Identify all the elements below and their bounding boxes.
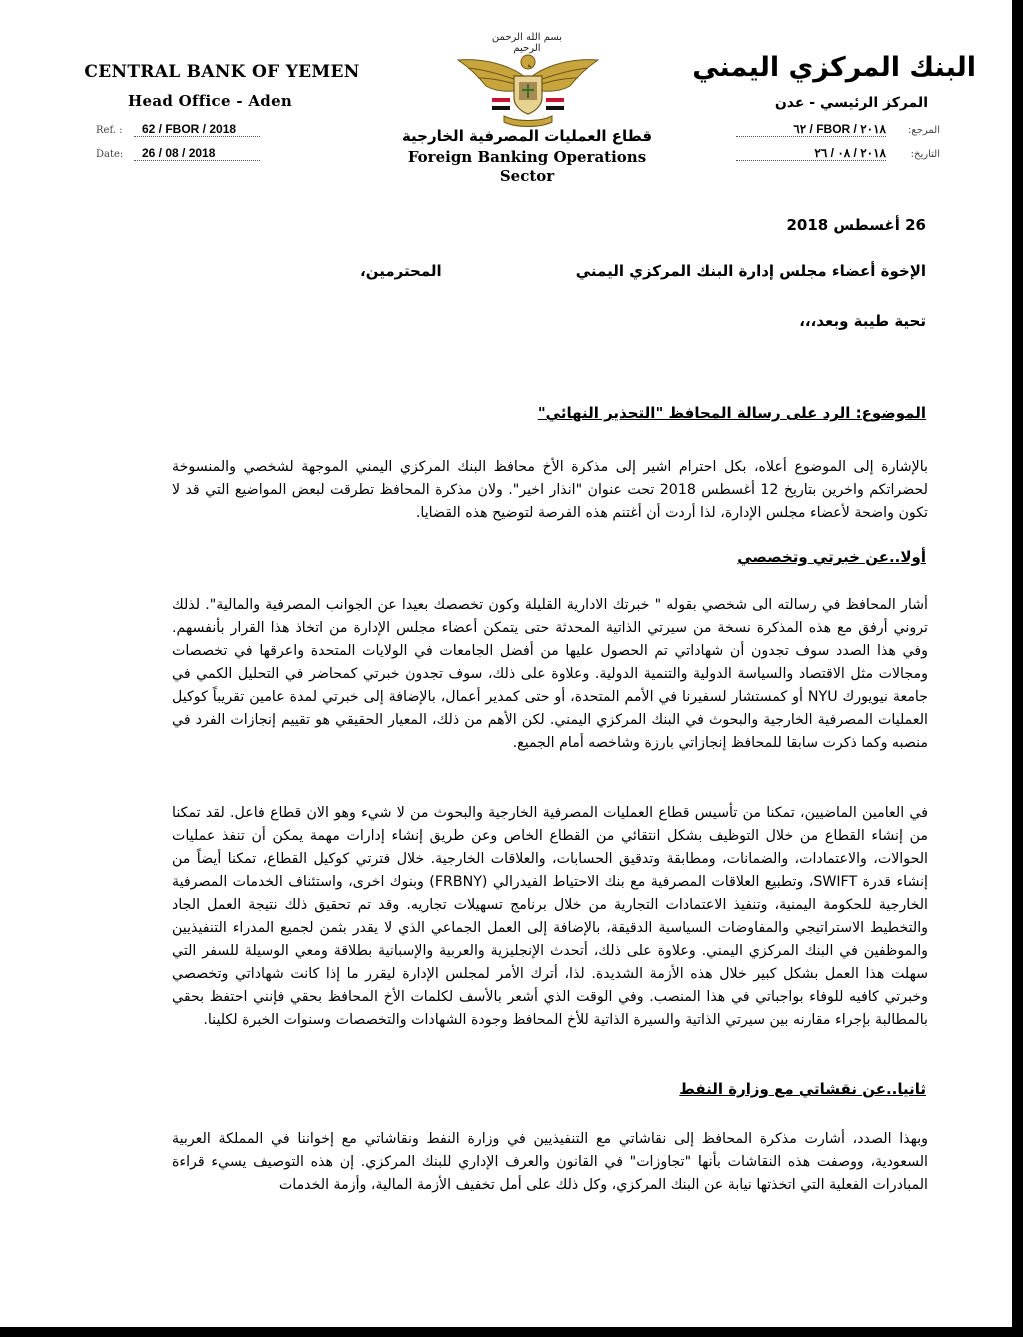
intro-paragraph: بالإشارة إلى الموضوع أعلاه، بكل احترام اشير إلى مذكرة الأخ محافظ البنك المركزي اليمني الموجهة لشخصي والمنسوخة لحضراتكم واخرين بتاريخ 12 أغسطس 2018 تحت عنوان "انذار اخير". ولان مذكرة المحافظ تطرقت لبعض المواضيع التي قد لا تكون واضحة لأعضاء مجلس الإدارة، لذا أردت أن أغتنم هذه الفرصة لتوضيح هذه القضايا. [172,459,928,521]
sector-name-ar: قطاع العمليات المصرفية الخارجية [401,127,653,145]
ref-value-en: 62 / FBOR / 2018 [134,122,260,137]
bank-name-ar: البنك المركزي اليمني [692,52,976,83]
ref-label-ar: المرجع: [908,125,940,136]
section-heading-2: ثانيا..عن نقشاتي مع وزارة النفط [679,1080,926,1098]
greeting: تحية طيبة وبعد،،، [799,312,926,330]
letter-date: 26 أغسطس 2018 [786,216,926,234]
bank-name-en: CENTRAL BANK OF YEMEN [84,62,360,82]
section-heading-1: أولا..عن خبرتي وتخصصي [737,548,926,566]
sector-name-en: Foreign Banking Operations Sector [407,148,647,185]
ref-value-ar: ٢٠١٨ / FBOR / ٦٢ [736,122,886,137]
office-name-en: Head Office - Aden [128,92,293,110]
basmala: بسم الله الرحمن الرحيم [491,32,563,54]
date-row-en [96,146,260,161]
date-value-en: 26 / 08 / 2018 [134,146,260,161]
oil-ministry-paragraph: وبهذا الصدد، أشارت مذكرة المحافظ إلى نقاشاتي مع التنفيذيين في وزارة النفط ونقاشاتي مع إخواننا في المملكة العربية السعودية، ووصفت هذه النقاشات بأنها "تجاوزات" في القانون والعرف الإداري للبنك المركزي. إن هذه التوصيف يسيء قراءة المبادرات الفعلية التي اتخذتها نيابة عن البنك المركزي، وكل ذلك على أمل تخفيف الأزمة المالية، وأزمة الخدمات [172,1131,928,1193]
addressee: الإخوة أعضاء مجلس إدارة البنك المركزي اليمني [575,262,926,280]
honorific: المحترمين، [360,262,442,280]
experience-paragraph: أشار المحافظ في رسالته الى شخصي بقوله " خبرتك الادارية القليلة وكون تخصصك بعيدا عن الجوانب المصرفية والمالية". لذلك تروني أرفق مع هذه المذكرة نسخة من سيرتي الذاتية المحدثة حتى يتمكن أعضاء مجلس الإدارة من اتخاذ هذا القرار بأنفسهم. وفي هذا الصدد سوف تجدون أن شهاداتي تم الحصول عليها من أفضل الجامعات في الولايات المتحدة واعرقها في تخصصات ومجالات مثل الاقتصاد والسياسة الدولية والتنمية الدولية. وعلاوة على ذلك، سوف تجدون خبرتي كمحاضر في التحليل الكمي في جامعة نيويورك NYU أو كمستشار لسفيرنا في الأمم المتحدة، أو حتى كمدير أعمال، بالإضافة إلى خبرتي لمدة عامين تقريباً كوكيل العمليات المصرفية الخارجية والبحوث في البنك المركزي اليمني. لكن الأهم من ذلك، المعيار الحقيقي هو تقييم إنجازات الفرد في منصبه وكما ذكرت سابقا للمحافظ إنجازاتي بارزة وشاخصه أمام الجميع. [172,597,929,751]
achievements-paragraph: في العامين الماضيين، تمكنا من تأسيس قطاع العمليات المصرفية الخارجية والبحوث من لا شيء وهو الان قطاع فاعل. لقد تمكنا من إنشاء القطاع من خلال التوظيف بشكل انتقائي من القطاع الخاص وعن طريق إنشاء إدارات مهمة يمكن أن تنفذ عمليات الحوالات، والاعتمادات، والضمانات، ومطابقة وتدقيق الحسابات، والعلاقات الخارجية. خلال فترتي كوكيل القطاع، تمكنا أيضاً من إنشاء قدرة SWIFT، وتطبيع العلاقات المصرفية مع بنك الاحتياط الفيدرالي (FRBNY) وبنوك اخرى، واستئناف الخدمات المصرفية الخارجية للحكومة اليمنية، وتنفيذ الاعتمادات التجارية من خلال برنامج تسهيلات تجاريه. وقد تم تحقيق ذلك نتيجة العمل الجاد والتخطيط الاستراتيجي والمفاوضات السياسية الدقيقة، بالإضافة إلى العمل الجماعي الذي لا يقدر بثمن لجميع المدراء التنفيذيين والموظفين في البنك المركزي اليمني. وعلاوة على ذلك، أتحدث الإنجليزية والعربية والإسبانية بطلاقة ومعي الوسيلة للسفر التي سهلت هذا العمل بشكل كبير خلال هذه الأزمة الشديدة. لذا، أترك الأمر لمجلس الإدارة ليقرر ما إذا كانت شهاداتي وتخصصي وخبرتي كافيه للوفاء بواجباتي في هذا المنصب. وفي الوقت الذي أشعر بالأسف لكلمات الأخ المحافظ بحقي فإنني احتفظ بحقي بالمطالبة بإجراء مقارنه بين سيرتي الذاتية والسيرة الذاتية للأخ المحافظ وجودة الشهادات والتخصصات وسنوات الخبرة لكلينا. [172,805,929,1028]
date-label-ar: التاريخ: [910,149,940,160]
ref-row-ar [736,122,940,137]
date-value-ar: ٢٠١٨ / ٠٨ / ٢٦ [736,146,886,161]
date-row-ar [736,146,940,161]
date-label-en: Date: [96,149,124,160]
ref-row-en [96,122,260,137]
office-name-ar: المركز الرئيسي - عدن [774,95,928,111]
yemen-eagle-emblem-icon [452,46,604,128]
subject-line: الموضوع: الرد على رسالة المحافظ "التحذير النهائي" [537,404,926,422]
ref-label-en: Ref. : [96,125,123,136]
